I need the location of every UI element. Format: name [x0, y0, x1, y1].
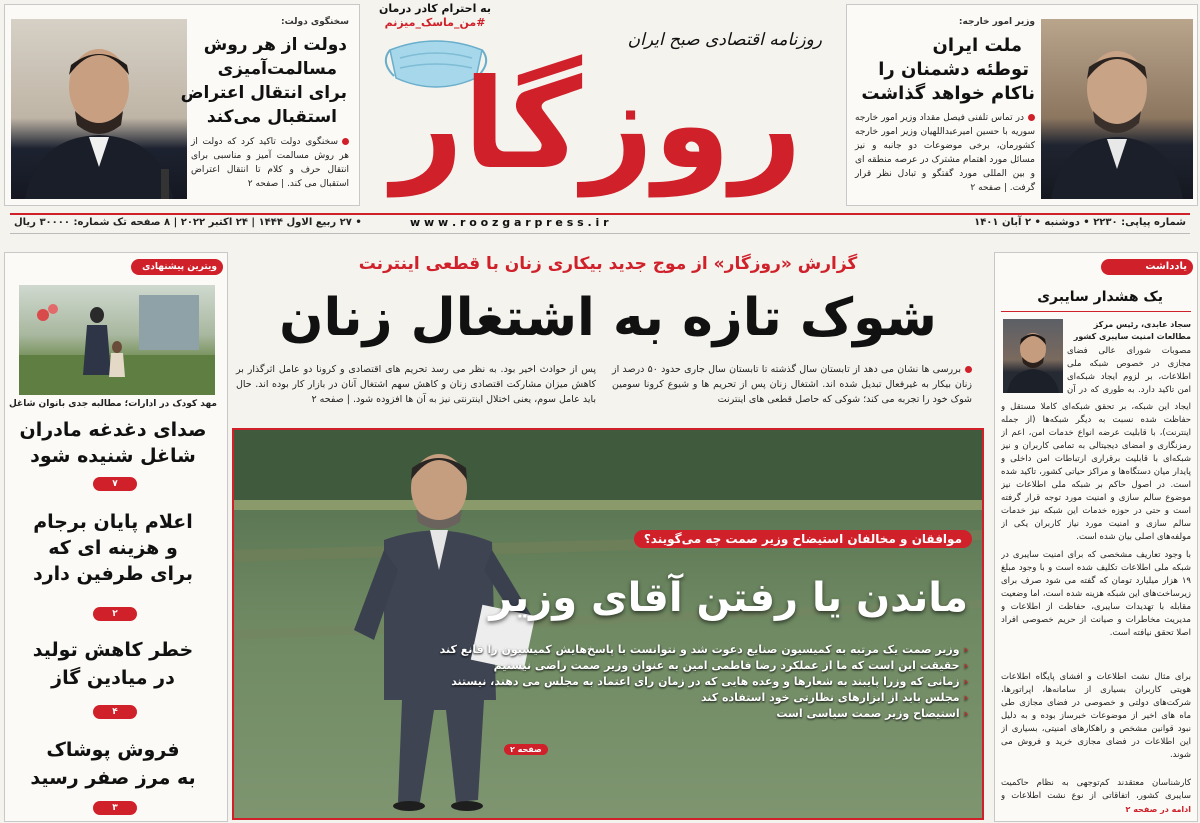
editorial-body-1: مصوبات شورای عالی فضای مجازی در خصوص شبکه ملی اطلاعات، بر لزوم ایجاد شبکه‌ای امن تاکید دارد. به طوری که در آن: [1067, 346, 1191, 395]
portrait-silhouette-icon: [11, 19, 187, 199]
sidebar-item-1-page: ۷: [93, 477, 137, 491]
bullet-text: استیضاح وزیر صمت سیاسی است: [776, 707, 960, 720]
newspaper-logo: روزگار: [392, 53, 802, 197]
photo-story[interactable]: [232, 428, 984, 820]
editorial-body-5: کارشناسان معتقدند کم‌توجهی به نظام حاکمیت سایبری کشور، اتفاقاتی از نوع نشت اطلاعات و: [1001, 778, 1191, 801]
lead-col-right-text: بررسی ها نشان می دهد از تابستان سال گذشته تا تابستان سال جاری حدود ۵۰ درصد از زنان بیکار به غیرفعال تبدیل شده اند. اشتغال زنان پس از تحریم ها و شیوع کرونا سومین شوک خود را تجربه می کند؛ شوکی که حاصل قطعی های اینترنت: [612, 364, 972, 405]
mother-child-silhouette-icon: [19, 285, 215, 395]
left-sidebar: [4, 252, 228, 822]
lead-headline: شوک تازه به اشتغال زنان: [279, 288, 937, 348]
top-left-title-2: مسالمت‌آمیزی: [217, 59, 337, 79]
top-right-title-3: ناکام خواهد گذاشت: [861, 83, 1035, 104]
sidebar-item-2-page: ۲: [93, 607, 137, 621]
author-photo: [1003, 319, 1063, 393]
top-right-body: [855, 111, 1035, 195]
sidebar-item-3-page: ۴: [93, 705, 137, 719]
bullet-line: [439, 642, 968, 658]
top-right-page-ref: | صفحه ۲: [970, 183, 1007, 193]
top-right-body-text: در تماس تلفنی فیصل مقداد وزیر امور خارجه سوریه با حسین امیرعبداللهیان وزیر امور خارجه کشورمان، برخی موضوعات دو جانبه و نیز مسائل مورد اهتمام مشترک در عرصه منطقه ای و بین المللی مورد گفتگو و تبادل نظر قرار گرفت.: [855, 113, 1035, 193]
lead-col-right: [612, 362, 972, 407]
lead-story[interactable]: [232, 252, 984, 422]
top-right-kicker: وزیر امور خارجه:: [958, 17, 1035, 27]
bullet-line: [468, 658, 968, 674]
issue-info: شماره پیاپی: ۲۲۳۰ • دوشنبه • ۲ آبان ۱۴۰۱: [974, 217, 1186, 228]
foreign-minister-photo: [1041, 19, 1193, 199]
sidebar-item-2-title-1[interactable]: اعلام پایان برجام: [33, 511, 193, 533]
top-left-title-1: دولت از هر روش: [203, 35, 347, 55]
sidebar-item-2-title-3[interactable]: برای طرفین دارد: [32, 563, 194, 585]
dateline-bar: [10, 213, 1190, 234]
bullet-icon: [965, 366, 972, 373]
editorial-body-4: برای مثال نشت اطلاعات و افشای پایگاه اطلاعات هویتی کاربران بسیاری از سامانه‌ها، اپراتورها، شرکت‌های دولتی و خصوصی در فضای مجازی طی ماه های اخیر از موضوعات خبرساز بوده و به دلیل نبود قوانین مشخص و راهکارهای امنیتی، بسیاری از این اطلاعات در فضای مجازی خرید و فروش می شوند.: [1001, 672, 1191, 760]
sidebar-item-4-page: ۳: [93, 801, 137, 815]
photo-story-kicker-text: موافقان و مخالفان استیضاح وزیر صمت چه می‌گویند؟: [643, 532, 962, 546]
photo-story-kicker: [634, 530, 972, 548]
editorial-body-2: ایجاد این شبکه، بر تحقق شبکه‌ای کاملا مستقل و حفاظت شده نسبت به دیگر شبکه‌ها (از جمله اینترنت)، با قابلیت عرضه انواع خدمات امن، اعم از رمزنگاری و امضای دیجیتالی به تمامی کاربران و نیز شبکه‌ای با قابلیت برقراری ارتباطات امن داخلی و پایدار میان دستگاه‌ها و مراکز حیاتی کشور، تاکید شده است. در اصول حاکم بر شبکه ملی اطلاعات نیز موضوع سالم سازی و امنیت مورد توجه قرار گرفته است و حتی در حوزه خدمات این شبکه نیز خدمات سالم سازی و امنیت مورد نیاز کاربران یکی از مولفه‌های اصلی بیان شده است.: [1001, 402, 1191, 542]
lead-page-ref: | صفحه ۲: [311, 394, 350, 405]
sidebar-item-2-title-2[interactable]: و هزینه ای که: [48, 537, 178, 559]
bullet-line: [468, 706, 968, 722]
website-url: w w w . r o o z g a r p r e s s . i r: [410, 216, 609, 229]
editorial-label: [1101, 259, 1193, 275]
top-right-story[interactable]: [846, 4, 1198, 206]
chevron-left-icon: ‹: [963, 691, 968, 704]
sidebar-label: [131, 259, 223, 275]
date-info: • ۲۷ ربیع الاول ۱۴۴۴ | ۲۴ اکتبر ۲۰۲۲ | ۸ صفحه تک شماره: ۳۰۰۰۰ ریال: [14, 217, 362, 228]
bullet-line: [468, 690, 968, 706]
chevron-left-icon: ‹: [963, 643, 968, 656]
sidebar-item-1-title-2[interactable]: شاغل شنیده شود: [30, 445, 196, 467]
sidebar-item-3-title-1[interactable]: خطر کاهش تولید: [32, 639, 194, 661]
sidebar-item-4-title-1[interactable]: فروش پوشاک: [46, 739, 180, 761]
editorial-column: [994, 252, 1198, 822]
top-right-title-1: ملت ایران: [932, 35, 1022, 56]
masthead: [360, 0, 840, 215]
chevron-left-icon: ‹: [963, 659, 968, 672]
top-left-title-4: استقبال می‌کند: [206, 107, 337, 127]
chevron-left-icon: ‹: [963, 707, 968, 720]
portrait-silhouette-icon: [1041, 19, 1193, 199]
mask-caption-1: به احترام کادر درمان: [379, 2, 491, 15]
portrait-silhouette-icon: [1003, 319, 1063, 393]
photo-story-bullets: [439, 642, 968, 722]
top-left-title-3: برای انتقال اعتراض: [180, 83, 347, 103]
photo-story-page-ref-text: صفحه ۲: [510, 745, 542, 754]
bullet-icon: [342, 138, 349, 145]
kindergarten-photo: [19, 285, 215, 395]
editorial-title: یک هشدار سایبری: [1037, 289, 1163, 305]
bullet-text: زمانی که وزرا پایبند به شعارها و وعده هایی که در زمان رای اعتماد به مجلس می دهند، نیستند: [451, 675, 960, 688]
photo-caption: مهد کودک در ادارات؛ مطالبه جدی بانوان شاغل: [9, 399, 217, 409]
divider: [1001, 311, 1191, 312]
sidebar-item-3-title-2[interactable]: در میادین گاز: [51, 667, 175, 689]
top-right-title-2: توطئه دشمنان را: [878, 59, 1029, 80]
sidebar-item-4-title-2[interactable]: به مرز صفر رسید: [30, 767, 196, 789]
sidebar-item-1-title-1[interactable]: صدای دغدغه مادران: [19, 419, 207, 441]
photo-story-headline: ماندن یا رفتن آقای وزیر: [489, 575, 968, 621]
lead-kicker: گزارش «روزگار» از موج جدید بیکاری زنان با قطعی اینترنت: [358, 254, 858, 274]
bullet-text: حقیقت این است که ما از عملکرد رضا فاطمی امین به عنوان وزیر صمت راضی نیستیم: [493, 659, 960, 672]
top-left-page-ref: | صفحه ۲: [247, 179, 285, 189]
mask-caption-2: #من_ماسک_میزنم: [384, 16, 486, 29]
editorial-author: سجاد عابدی، رئیس مرکز مطالعات امنیت سایبری کشور: [1073, 320, 1191, 341]
bullet-icon: [1028, 114, 1035, 121]
lead-col-left: [236, 362, 596, 407]
sidebar-label-text: ویترین پیشنهادی: [142, 262, 217, 272]
bullet-line: [451, 674, 968, 690]
chevron-left-icon: ‹: [963, 675, 968, 688]
government-spokesman-photo: [11, 19, 187, 199]
top-left-kicker: سخنگوی دولت:: [281, 17, 349, 27]
top-left-body: [191, 135, 349, 191]
editorial-label-text: یادداشت: [1145, 261, 1187, 272]
lead-col-left-text: پس از حوادث اخیر بود. به نظر می رسد تحریم های اقتصادی و کرونا دو عامل اثرگذار بر کاهش میزان مشارکت اقتصادی زنان و کاهش سهم اشتغال آنان در بازار کار بوده اند. حال باید عامل سوم، یعنی اختلال اینترنتی نیز به آن ها افزوده شود.: [236, 364, 596, 405]
bullet-text: وزیر صمت یک مرتبه به کمیسیون صنایع دعوت شد و نتوانست با پاسخ‌هایش کمیسیون را قانع کند: [439, 643, 960, 656]
editorial-continue-link[interactable]: ادامه در صفحه ۲: [1125, 805, 1191, 814]
top-left-body-text: سخنگوی دولت تاکید کرد که دولت از هر روش مسالمت آمیز و مناسبی برای انتقال حرف و کلام تا انتقال اعتراض استقبال می کند.: [191, 137, 349, 189]
editorial-body-3: با وجود تعاریف مشخصی که برای امنیت سایبری در شبکه ملی اطلاعات تکلیف شده است و با وجود مبلغ ۱۹ هزار میلیارد تومان که گفته می شود صرف برای زیرساخت‌های این شبکه هزینه شده است، اما وضعیت مقابله با تهدیدات سایبری، حفاظت از اطلاعات و مدیریت مخاطرات و صیانت از حریم خصوصی افراد اصلا تحقق نیافته است.: [1001, 550, 1191, 638]
top-left-story[interactable]: [4, 4, 360, 206]
bullet-text: مجلس باید از ابزارهای نظارتی خود استفاده کند: [700, 691, 960, 704]
photo-story-page-ref: [504, 744, 548, 755]
tagline: روزنامه اقتصادی صبح ایران: [627, 30, 822, 50]
